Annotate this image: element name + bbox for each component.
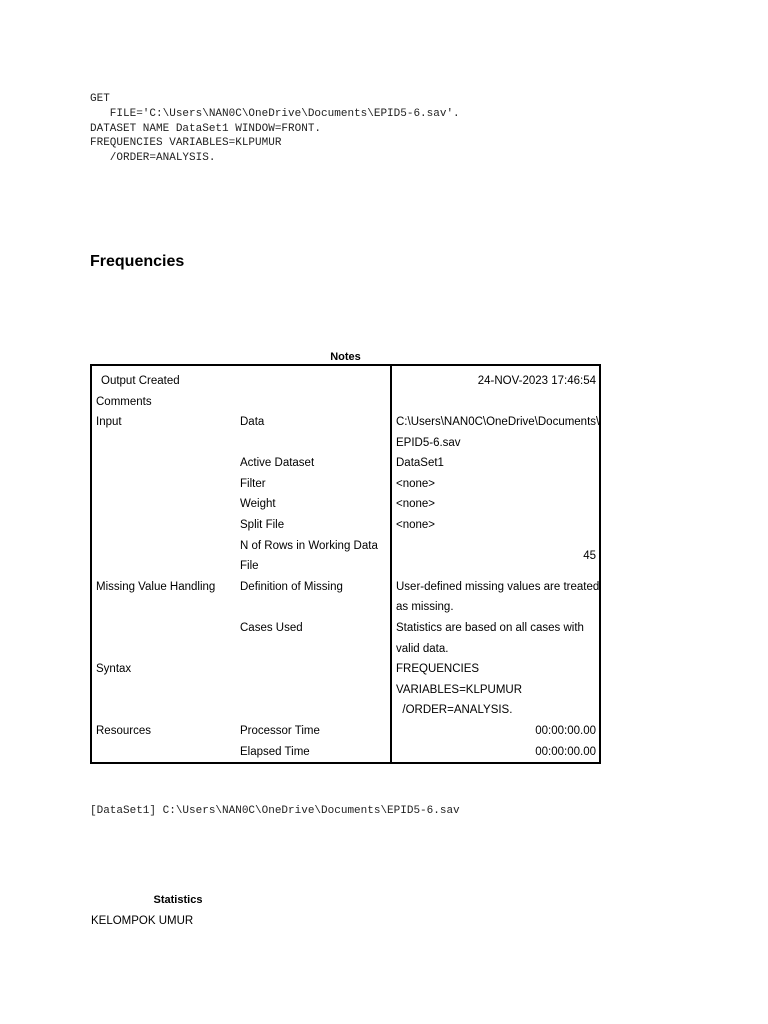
notes-table-title: Notes	[330, 351, 361, 363]
syntax-value-line2: VARIABLES=KLPUMUR	[396, 683, 523, 696]
syntax-line: FILE='C:\Users\NAN0C\OneDrive\Documents\EPID5-6.sav'.	[90, 107, 460, 120]
statistics-table-title: Statistics	[153, 894, 203, 906]
split-file-label: Split File	[240, 518, 285, 531]
cases-used-value-line1: Statistics are based on all cases with	[396, 622, 584, 634]
processor-time-value: 00:00:00.00	[535, 725, 596, 737]
syntax-line: FREQUENCIES VARIABLES=KLPUMUR	[90, 137, 282, 150]
filter-label: Filter	[240, 477, 266, 490]
frequencies-heading: Frequencies	[90, 253, 185, 270]
syntax-line: DATASET NAME DataSet1 WINDOW=FRONT.	[90, 122, 322, 135]
cases-used-value-line2: valid data.	[396, 642, 449, 655]
split-file-value: <none>	[396, 518, 436, 531]
n-rows-label-line1: N of Rows in Working Data	[240, 539, 378, 552]
missing-value-handling-label: Missing Value Handling	[96, 580, 216, 593]
elapsed-time-label: Elapsed Time	[240, 746, 310, 758]
weight-label: Weight	[240, 498, 276, 510]
syntax-block	[90, 92, 460, 166]
data-value-line2: EPID5-6.sav	[396, 436, 461, 449]
definition-of-missing-label: Definition of Missing	[240, 580, 343, 593]
input-label: Input	[96, 416, 122, 428]
data-label: Data	[240, 416, 265, 428]
statistics-variable-label: KELOMPOK UMUR	[91, 915, 194, 927]
syntax-line: GET	[90, 93, 110, 105]
definition-of-missing-value-line2: as missing.	[396, 601, 454, 613]
dataset-path-line: [DataSet1] C:\Users\NAN0C\OneDrive\Documents\EPID5-6.sav	[90, 805, 460, 817]
active-dataset-value: DataSet1	[396, 457, 444, 469]
data-value-line1: C:\Users\NAN0C\OneDrive\Documents\	[396, 416, 600, 428]
resources-label: Resources	[96, 725, 151, 737]
syntax-label: Syntax	[96, 663, 132, 675]
syntax-value-line1: FREQUENCIES	[396, 663, 480, 675]
notes-table-divider	[390, 366, 392, 762]
weight-value: <none>	[396, 498, 436, 510]
elapsed-time-value: 00:00:00.00	[535, 746, 596, 758]
output-created-label: Output Created	[101, 375, 180, 387]
comments-label: Comments	[96, 395, 152, 408]
processor-time-label: Processor Time	[240, 725, 320, 737]
syntax-value-line3: /ORDER=ANALYSIS.	[396, 704, 513, 716]
n-rows-label-line2: File	[240, 560, 259, 572]
filter-value: <none>	[396, 477, 436, 490]
syntax-line: /ORDER=ANALYSIS.	[90, 152, 216, 165]
definition-of-missing-value-line1: User-defined missing values are treated	[396, 580, 600, 593]
notes-table	[90, 364, 601, 764]
output-created-value: 24-NOV-2023 17:46:54	[477, 375, 596, 387]
active-dataset-label: Active Dataset	[240, 457, 315, 469]
cases-used-label: Cases Used	[240, 622, 303, 634]
n-rows-value: 45	[583, 550, 596, 562]
